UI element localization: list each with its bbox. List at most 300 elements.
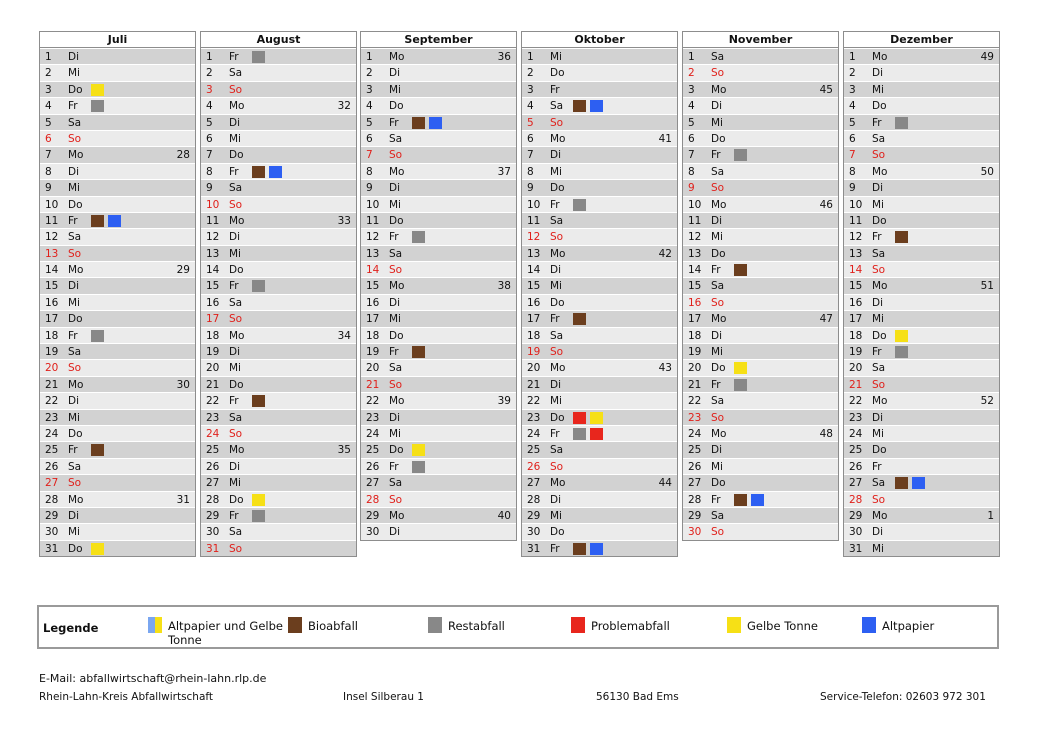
day-number: 2 xyxy=(688,67,695,80)
weekday: So xyxy=(389,493,403,506)
weekday: Fr xyxy=(389,460,399,473)
day-number: 28 xyxy=(849,493,863,506)
weekday: Do xyxy=(68,83,83,96)
day-number: 10 xyxy=(45,198,59,211)
day-number: 14 xyxy=(45,264,59,277)
day-number: 16 xyxy=(206,296,220,309)
day-number: 13 xyxy=(849,247,863,260)
week-number: 38 xyxy=(497,280,511,293)
day-number: 5 xyxy=(45,116,52,129)
day-row xyxy=(844,376,999,392)
day-number: 10 xyxy=(527,198,541,211)
rest-marker xyxy=(573,428,586,440)
day-row xyxy=(361,523,516,539)
weekday: So xyxy=(550,231,564,244)
day-row xyxy=(683,196,838,212)
day-number: 18 xyxy=(688,329,702,342)
weekday: Sa xyxy=(68,231,82,244)
weekday: Fr xyxy=(229,51,239,63)
day-number: 17 xyxy=(45,313,59,326)
weekday: Mo xyxy=(711,83,727,96)
day-number: 6 xyxy=(206,132,213,145)
collection-markers xyxy=(252,510,265,522)
day-row xyxy=(522,261,677,277)
day-number: 13 xyxy=(366,247,380,260)
day-row xyxy=(522,540,677,556)
bio-marker xyxy=(895,477,908,489)
weekday: Do xyxy=(389,329,404,342)
weekday: Mi xyxy=(872,542,884,555)
weekday: Di xyxy=(550,378,562,391)
weekday: So xyxy=(711,182,725,195)
day-row xyxy=(361,294,516,310)
papier-marker xyxy=(751,494,764,506)
weekday: Do xyxy=(229,378,244,391)
rest-marker xyxy=(91,330,104,342)
day-row xyxy=(522,507,677,523)
collection-markers xyxy=(252,280,265,292)
day-number: 16 xyxy=(849,296,863,309)
weekday: Mo xyxy=(550,132,566,145)
month-title: September xyxy=(361,32,516,48)
day-row xyxy=(683,376,838,392)
day-number: 8 xyxy=(206,165,213,178)
day-row xyxy=(844,228,999,244)
legend-title: Legende xyxy=(43,621,99,635)
weekday: Di xyxy=(872,411,884,424)
problem-marker xyxy=(573,412,586,424)
day-row xyxy=(361,359,516,375)
day-number: 11 xyxy=(688,214,702,227)
day-row xyxy=(201,327,356,343)
day-number: 3 xyxy=(45,83,52,96)
day-number: 31 xyxy=(206,542,220,555)
weekday: Fr xyxy=(229,165,239,178)
day-row xyxy=(844,179,999,195)
day-number: 2 xyxy=(45,67,52,80)
weekday: Sa xyxy=(872,362,886,375)
day-number: 10 xyxy=(849,198,863,211)
rest-marker xyxy=(412,461,425,473)
weekday: Di xyxy=(550,493,562,506)
day-number: 9 xyxy=(849,182,856,195)
weekday: Mi xyxy=(229,362,241,375)
weekday: Do xyxy=(872,444,887,457)
weekday: Mi xyxy=(68,182,80,195)
weekday: Di xyxy=(229,116,241,129)
weekday: Di xyxy=(68,51,80,63)
weekday: So xyxy=(229,313,243,326)
day-number: 9 xyxy=(527,182,534,195)
day-row xyxy=(844,474,999,490)
weekday: Sa xyxy=(711,51,725,63)
weekday: Do xyxy=(68,198,83,211)
day-row xyxy=(40,327,195,343)
day-number: 18 xyxy=(45,329,59,342)
week-number: 34 xyxy=(337,329,351,342)
day-row xyxy=(361,474,516,490)
weekday: Fr xyxy=(872,116,882,129)
day-row xyxy=(683,359,838,375)
day-row xyxy=(683,114,838,130)
day-number: 23 xyxy=(527,411,541,424)
day-row xyxy=(683,409,838,425)
week-number: 52 xyxy=(980,395,994,408)
collection-markers xyxy=(91,84,104,96)
weekday: Mi xyxy=(68,411,80,424)
day-number: 11 xyxy=(849,214,863,227)
weekday: So xyxy=(68,477,82,490)
week-number: 35 xyxy=(337,444,351,457)
week-number: 29 xyxy=(176,264,190,277)
day-number: 25 xyxy=(688,444,702,457)
day-row xyxy=(844,245,999,261)
day-row xyxy=(844,97,999,113)
weekday: Mi xyxy=(389,427,401,440)
day-number: 26 xyxy=(45,460,59,473)
day-row xyxy=(683,327,838,343)
weekday: Mo xyxy=(389,51,405,63)
weekday: Mo xyxy=(68,493,84,506)
day-number: 28 xyxy=(206,493,220,506)
gelb-marker xyxy=(895,330,908,342)
day-number: 17 xyxy=(849,313,863,326)
day-row xyxy=(40,441,195,457)
day-number: 22 xyxy=(206,395,220,408)
day-number: 20 xyxy=(366,362,380,375)
collection-markers xyxy=(573,199,586,211)
weekday: So xyxy=(68,132,82,145)
weekday: Do xyxy=(550,526,565,539)
day-number: 15 xyxy=(849,280,863,293)
weekday: Fr xyxy=(711,264,721,277)
bio-marker xyxy=(895,231,908,243)
weekday: Mi xyxy=(229,477,241,490)
weekday: Mi xyxy=(872,427,884,440)
day-number: 24 xyxy=(688,427,702,440)
day-number: 18 xyxy=(527,329,541,342)
weekday: Di xyxy=(872,67,884,80)
day-row xyxy=(361,228,516,244)
day-number: 25 xyxy=(366,444,380,457)
day-row xyxy=(522,359,677,375)
bio-marker xyxy=(734,494,747,506)
weekday: Di xyxy=(389,411,401,424)
day-number: 23 xyxy=(206,411,220,424)
weekday: Sa xyxy=(229,182,243,195)
day-number: 7 xyxy=(366,149,373,162)
weekday: Di xyxy=(711,329,723,342)
day-number: 1 xyxy=(206,51,213,63)
weekday: Di xyxy=(389,296,401,309)
weekday: Mi xyxy=(550,280,562,293)
day-row xyxy=(522,114,677,130)
day-row xyxy=(522,146,677,162)
day-row xyxy=(40,228,195,244)
collection-markers xyxy=(91,444,104,456)
papier-marker xyxy=(108,215,121,227)
day-number: 3 xyxy=(206,83,213,96)
day-row xyxy=(844,261,999,277)
day-number: 19 xyxy=(206,346,220,359)
day-row xyxy=(40,425,195,441)
day-row xyxy=(683,163,838,179)
day-row xyxy=(522,327,677,343)
day-number: 9 xyxy=(688,182,695,195)
weekday: So xyxy=(389,264,403,277)
weekday: Mi xyxy=(550,509,562,522)
day-number: 23 xyxy=(849,411,863,424)
day-number: 4 xyxy=(527,100,534,113)
problem-marker xyxy=(590,428,603,440)
day-row xyxy=(683,64,838,80)
day-row xyxy=(361,343,516,359)
day-number: 25 xyxy=(849,444,863,457)
collection-markers xyxy=(734,264,747,276)
week-number: 39 xyxy=(497,395,511,408)
rest-marker xyxy=(252,510,265,522)
month-title: Dezember xyxy=(844,32,999,48)
day-number: 29 xyxy=(849,509,863,522)
day-number: 16 xyxy=(366,296,380,309)
day-number: 3 xyxy=(366,83,373,96)
rest-marker xyxy=(412,231,425,243)
papier-marker xyxy=(590,100,603,112)
day-row xyxy=(201,540,356,556)
day-number: 26 xyxy=(688,460,702,473)
weekday: Mi xyxy=(68,67,80,80)
day-number: 30 xyxy=(688,526,702,539)
day-number: 7 xyxy=(206,149,213,162)
day-number: 29 xyxy=(366,509,380,522)
weekday: Do xyxy=(68,542,83,555)
day-row xyxy=(522,81,677,97)
day-number: 16 xyxy=(45,296,59,309)
weekday: So xyxy=(872,378,886,391)
day-row xyxy=(844,359,999,375)
weekday: Mi xyxy=(711,346,723,359)
weekday: Mo xyxy=(711,313,727,326)
week-number: 42 xyxy=(658,247,672,260)
day-row xyxy=(361,64,516,80)
day-number: 15 xyxy=(206,280,220,293)
collection-markers xyxy=(91,100,104,112)
week-number: 1 xyxy=(987,509,994,522)
weekday: Mo xyxy=(229,444,245,457)
collection-markers xyxy=(412,444,425,456)
day-number: 13 xyxy=(45,247,59,260)
day-row xyxy=(844,64,999,80)
weekday: Mo xyxy=(68,378,84,391)
day-row xyxy=(522,48,677,64)
day-row xyxy=(40,146,195,162)
weekday: Do xyxy=(389,100,404,113)
day-row xyxy=(201,146,356,162)
legend-label-line1: Restabfall xyxy=(448,619,505,633)
weekday: Mo xyxy=(389,509,405,522)
day-row xyxy=(844,294,999,310)
day-row xyxy=(201,277,356,293)
legend-label-line1: Altpapier xyxy=(882,619,935,633)
day-row xyxy=(40,163,195,179)
day-row xyxy=(201,245,356,261)
day-number: 14 xyxy=(688,264,702,277)
week-number: 28 xyxy=(176,149,190,162)
day-number: 8 xyxy=(366,165,373,178)
collection-markers xyxy=(573,412,603,424)
day-number: 24 xyxy=(206,427,220,440)
weekday: Sa xyxy=(229,526,243,539)
day-row xyxy=(361,441,516,457)
weekday: Sa xyxy=(872,247,886,260)
day-number: 4 xyxy=(206,100,213,113)
day-row xyxy=(361,97,516,113)
day-row xyxy=(361,261,516,277)
day-number: 14 xyxy=(206,264,220,277)
weekday: Mo xyxy=(229,214,245,227)
bio-swatch xyxy=(288,617,302,633)
weekday: Sa xyxy=(711,165,725,178)
day-row xyxy=(844,277,999,293)
day-row xyxy=(683,343,838,359)
rest-swatch xyxy=(428,617,442,633)
weekday: Mo xyxy=(872,51,888,63)
day-row xyxy=(683,474,838,490)
day-number: 17 xyxy=(688,313,702,326)
weekday: Mi xyxy=(550,51,562,63)
gelb-marker xyxy=(91,84,104,96)
weekday: Fr xyxy=(389,231,399,244)
collection-markers xyxy=(412,346,425,358)
weekday: Mo xyxy=(229,329,245,342)
collection-markers xyxy=(734,149,747,161)
day-row xyxy=(522,212,677,228)
day-number: 9 xyxy=(366,182,373,195)
day-number: 27 xyxy=(849,477,863,490)
day-row xyxy=(844,163,999,179)
week-number: 41 xyxy=(658,132,672,145)
collection-markers xyxy=(91,330,104,342)
day-number: 8 xyxy=(527,165,534,178)
weekday: Do xyxy=(711,247,726,260)
weekday: Mo xyxy=(872,165,888,178)
weekday: Do xyxy=(68,313,83,326)
day-number: 22 xyxy=(45,395,59,408)
weekday: Di xyxy=(389,182,401,195)
day-row xyxy=(844,441,999,457)
week-number: 43 xyxy=(658,362,672,375)
weekday: Mo xyxy=(711,427,727,440)
day-number: 19 xyxy=(527,346,541,359)
weekday: Sa xyxy=(229,67,243,80)
rest-marker xyxy=(734,149,747,161)
day-row xyxy=(40,212,195,228)
day-number: 1 xyxy=(366,51,373,63)
day-number: 24 xyxy=(527,427,541,440)
weekday: Mo xyxy=(68,149,84,162)
day-row xyxy=(361,146,516,162)
month-column xyxy=(843,31,1000,557)
bio-marker xyxy=(412,117,425,129)
weekday: So xyxy=(550,346,564,359)
day-row xyxy=(40,196,195,212)
weekday: Fr xyxy=(550,313,560,326)
day-number: 18 xyxy=(366,329,380,342)
weekday: Mi xyxy=(389,313,401,326)
day-row xyxy=(201,97,356,113)
day-row xyxy=(683,458,838,474)
weekday: So xyxy=(389,149,403,162)
week-number: 44 xyxy=(658,477,672,490)
problem-swatch xyxy=(571,617,585,633)
day-row xyxy=(683,310,838,326)
day-row xyxy=(844,130,999,146)
gelb-marker xyxy=(590,412,603,424)
weekday: Di xyxy=(711,444,723,457)
weekday: Do xyxy=(872,100,887,113)
day-row xyxy=(844,343,999,359)
day-number: 16 xyxy=(688,296,702,309)
weekday: Do xyxy=(389,214,404,227)
weekday: Fr xyxy=(550,198,560,211)
day-row xyxy=(361,277,516,293)
day-number: 1 xyxy=(45,51,52,63)
day-number: 2 xyxy=(206,67,213,80)
day-number: 22 xyxy=(366,395,380,408)
day-number: 26 xyxy=(527,460,541,473)
footer-email: E-Mail: abfallwirtschaft@rhein-lahn.rlp.de xyxy=(39,672,267,685)
legend-label xyxy=(882,619,934,633)
day-number: 2 xyxy=(527,67,534,80)
rest-marker xyxy=(734,379,747,391)
day-row xyxy=(201,441,356,457)
week-number: 32 xyxy=(337,100,351,113)
weekday: Di xyxy=(229,231,241,244)
collection-markers xyxy=(91,215,121,227)
day-row xyxy=(522,458,677,474)
weekday: Fr xyxy=(550,427,560,440)
day-row xyxy=(361,163,516,179)
weekday: Di xyxy=(68,280,80,293)
weekday: Mo xyxy=(389,280,405,293)
day-number: 11 xyxy=(527,214,541,227)
weekday: Mi xyxy=(550,165,562,178)
collection-markers xyxy=(734,362,747,374)
weekday: Di xyxy=(389,67,401,80)
day-number: 28 xyxy=(688,493,702,506)
day-number: 7 xyxy=(527,149,534,162)
collection-markers xyxy=(573,100,603,112)
collection-markers xyxy=(573,543,603,555)
day-row xyxy=(683,261,838,277)
day-row xyxy=(844,48,999,64)
day-number: 19 xyxy=(45,346,59,359)
day-row xyxy=(201,163,356,179)
footer-org: Rhein-Lahn-Kreis Abfallwirtschaft xyxy=(39,691,214,703)
week-number: 37 xyxy=(497,165,511,178)
weekday: Fr xyxy=(68,214,78,227)
weekday: Fr xyxy=(389,346,399,359)
collection-markers xyxy=(412,231,425,243)
week-number: 50 xyxy=(980,165,994,178)
collection-markers xyxy=(895,231,908,243)
day-number: 30 xyxy=(527,526,541,539)
weekday: Fr xyxy=(229,395,239,408)
weekday: Fr xyxy=(872,346,882,359)
day-number: 28 xyxy=(45,493,59,506)
day-row xyxy=(361,425,516,441)
gelb-swatch xyxy=(727,617,741,633)
